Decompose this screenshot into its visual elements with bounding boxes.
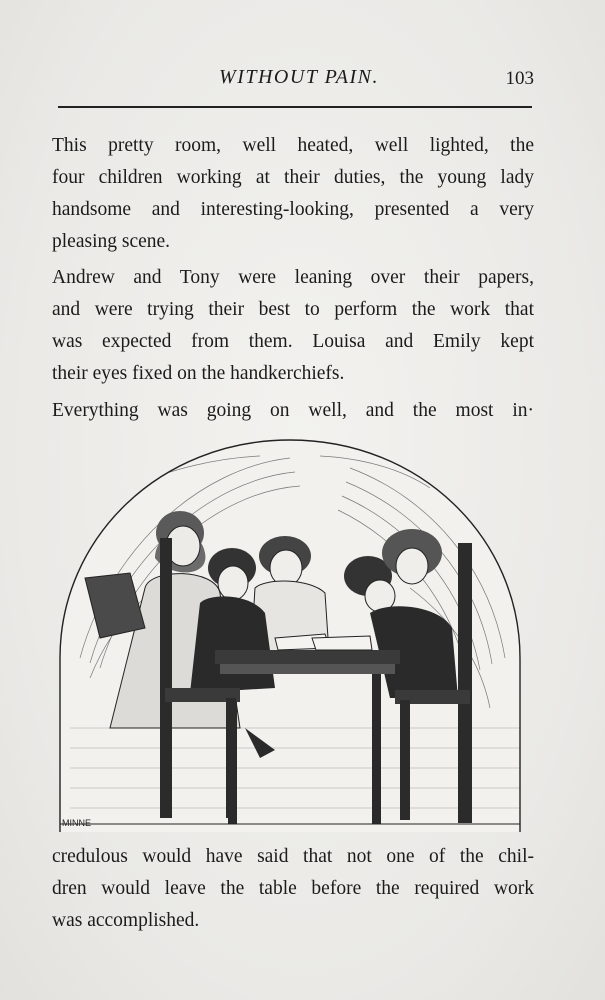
text-line: Andrew and Tony were leaning over their papers,: [52, 267, 534, 288]
illustration: [50, 428, 530, 834]
page-number: 103: [505, 68, 534, 89]
text-line: pleasing scene.: [52, 231, 171, 252]
text-line: Everything was going on well, and the most in·: [52, 400, 534, 421]
running-head: [58, 66, 540, 96]
running-title: WITHOUT PAIN.: [219, 66, 379, 88]
header-rule: [58, 106, 532, 108]
text-line: dren would leave the table before the required work: [52, 878, 534, 899]
text-line: their eyes fixed on the handkerchiefs.: [52, 363, 345, 384]
text-line: was accomplished.: [52, 910, 200, 931]
paragraph-4: [52, 841, 534, 937]
text-line: handsome and interesting-looking, presented a very: [52, 199, 534, 220]
text-line: credulous would have said that not one of the chil-: [52, 846, 534, 867]
paragraph-3: [52, 395, 534, 427]
text-line: This pretty room, well heated, well lighted, the: [52, 135, 534, 156]
engraving-image: [50, 428, 530, 834]
paragraph-1: [52, 130, 534, 258]
text-line: four children working at their duties, the young lady: [52, 167, 534, 188]
text-line: was expected from them. Louisa and Emily kept: [52, 331, 534, 352]
text-line: and were trying their best to perform the work that: [52, 299, 534, 320]
artist-signature: MINNE: [62, 818, 91, 828]
paragraph-2: [52, 262, 534, 390]
